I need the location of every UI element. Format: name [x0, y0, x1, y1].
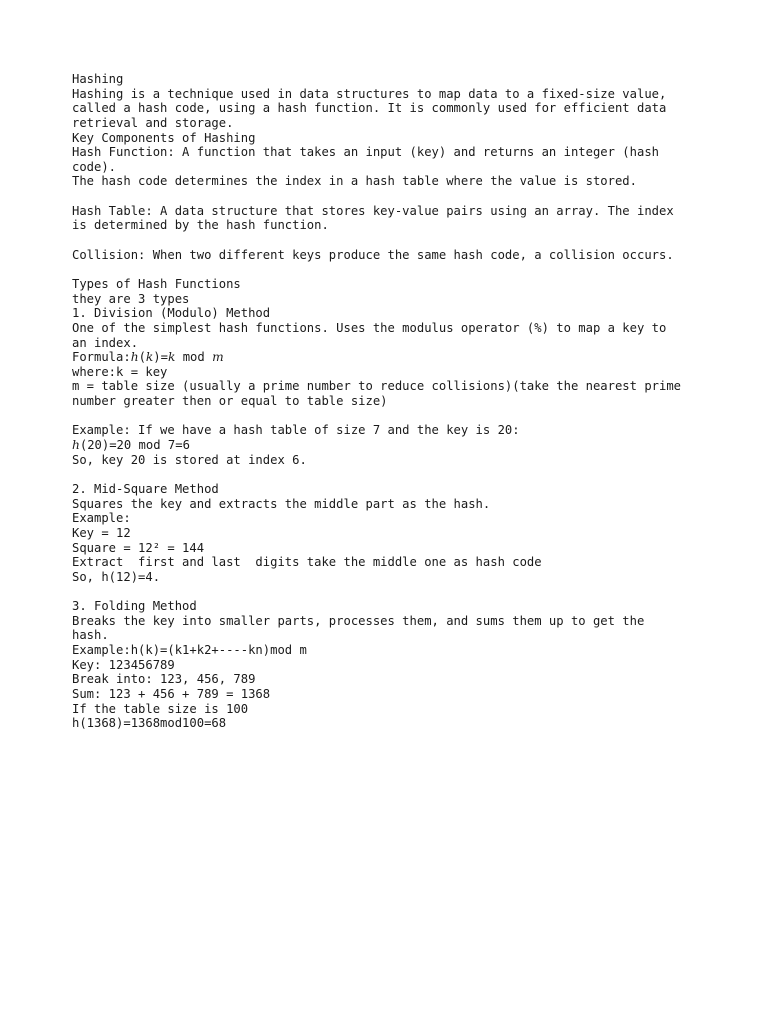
division-example-3: So, key 20 is stored at index 6.	[72, 452, 307, 467]
hash-table-line-2: is determined by the hash function.	[72, 218, 329, 233]
types-heading: Types of Hash Functions	[72, 276, 241, 291]
blank-line	[72, 262, 712, 277]
hash-function-line-2: code).	[72, 159, 117, 174]
folding-example: Example:h(k)=(k1+k2+----kn)mod m	[72, 642, 307, 657]
intro-line-1: Hashing is a technique used in data structures to map data to a fixed-size value,	[72, 86, 667, 101]
formula-h: h	[130, 350, 139, 365]
hash-function-line-1: Hash Function: A function that takes an input (key) and returns an integer (hash	[72, 145, 659, 160]
folding-table-size: If the table size is 100	[72, 701, 249, 716]
mid-square-square: Square = 12² = 144	[72, 540, 205, 555]
collision-line: Collision: When two different keys produce the same hash code, a collision occurs.	[72, 247, 674, 262]
division-where: where:k = key	[72, 364, 168, 379]
mid-square-example-label: Example:	[72, 511, 131, 526]
folding-break: Break into: 123, 456, 789	[72, 672, 256, 687]
mid-square-desc: Squares the key and extracts the middle part as the hash.	[72, 496, 491, 511]
division-desc-2: an index.	[72, 335, 139, 350]
mid-square-extract: Extract first and last digits take the middle one as hash code	[72, 555, 542, 570]
key-components-heading: Key Components of Hashing	[72, 130, 256, 145]
example-expression: (20)=20 mod 7=6	[79, 438, 190, 453]
division-m-def-2: number greater then or equal to table size)	[72, 394, 388, 409]
formula-k: k	[145, 350, 154, 365]
folding-result: h(1368)=1368mod100=68	[72, 716, 227, 731]
doc-title: Hashing	[72, 72, 124, 86]
division-m-def-1: m = table size (usually a prime number to reduce collisions)(take the nearest prime	[72, 379, 682, 394]
division-formula	[72, 350, 712, 365]
blank-line	[72, 584, 712, 599]
formula-label: Formula:	[72, 350, 131, 365]
blank-line	[72, 467, 712, 482]
folding-sum: Sum: 123 + 456 + 789 = 1368	[72, 686, 271, 701]
folding-desc-1: Breaks the key into smaller parts, processes them, and sums them up to get the	[72, 613, 645, 628]
example-h: h	[72, 438, 80, 453]
blank-line	[72, 233, 712, 248]
mid-square-key: Key = 12	[72, 525, 131, 540]
division-example-1: Example: If we have a hash table of size 7 and the key is 20:	[72, 423, 520, 438]
blank-line	[72, 409, 712, 424]
intro-line-3: retrieval and storage.	[72, 115, 234, 130]
formula-close-eq: )=	[153, 350, 168, 365]
intro-line-2: called a hash code, using a hash function. It is commonly used for efficient data	[72, 101, 667, 116]
document-body	[72, 72, 712, 731]
formula-k2: k	[167, 350, 176, 365]
folding-desc-2: hash.	[72, 628, 109, 643]
formula-mod: mod	[175, 350, 213, 365]
division-example-2	[72, 438, 712, 453]
formula-m: m	[212, 350, 224, 365]
hash-table-line-1: Hash Table: A data structure that stores key-value pairs using an array. The index	[72, 203, 674, 218]
mid-square-heading: 2. Mid-Square Method	[72, 481, 219, 496]
blank-line	[72, 189, 712, 204]
folding-key: Key: 123456789	[72, 657, 175, 672]
formula-open-paren: (	[138, 350, 146, 365]
division-desc-1: One of the simplest hash functions. Uses the modulus operator (%) to map a key to	[72, 320, 667, 335]
folding-heading: 3. Folding Method	[72, 599, 197, 614]
hash-code-index-line: The hash code determines the index in a hash table where the value is stored.	[72, 174, 637, 189]
types-count: they are 3 types	[72, 291, 190, 306]
mid-square-result: So, h(12)=4.	[72, 569, 161, 584]
division-heading: 1. Division (Modulo) Method	[72, 306, 271, 321]
